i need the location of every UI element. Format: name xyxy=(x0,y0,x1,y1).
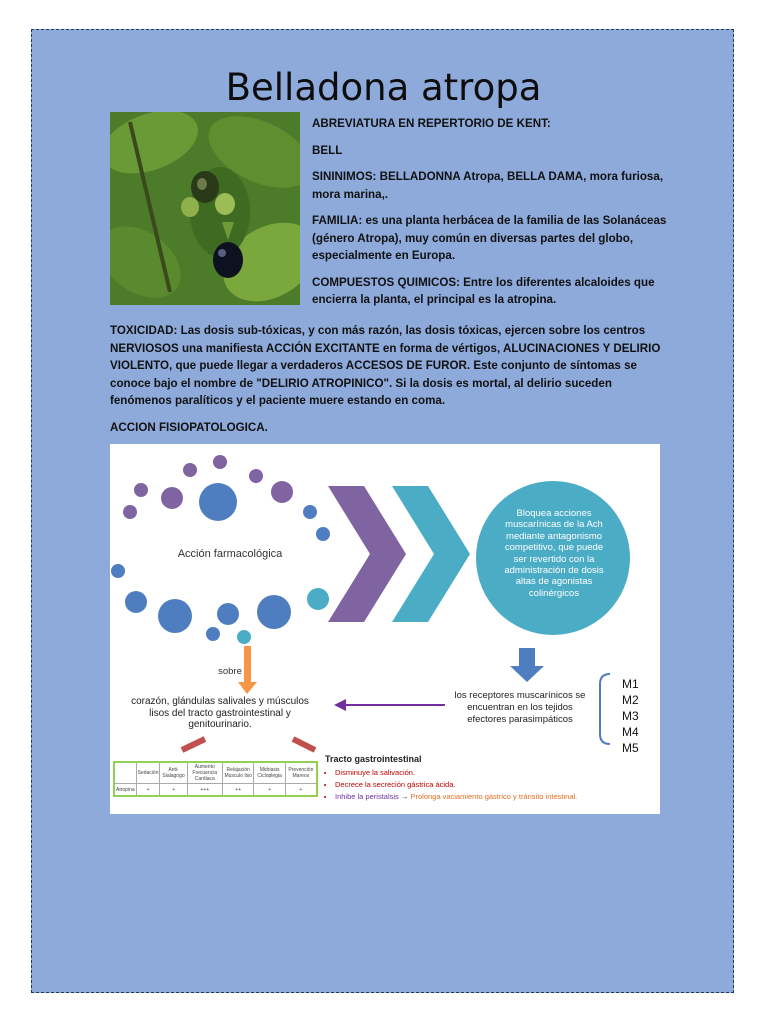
list-item: • Disminuye la salivación. xyxy=(335,767,655,779)
pharmacology-diagram xyxy=(110,444,660,814)
muscarinic-receptor-list xyxy=(622,676,639,756)
mechanism-text: Bloquea acciones muscarínicas de la Ach mediante antagonismo competitivo, que puede ser revertido con la administración de dosis altas de agonistas colinérgicos xyxy=(504,508,604,599)
table-header-cell: Sedación xyxy=(136,762,160,784)
receptor-bracket xyxy=(600,674,610,744)
list-item xyxy=(335,791,655,803)
synonyms-paragraph: SININIMOS: BELLADONNA Atropa, BELLA DAMA, mora furiosa, mora marina,. xyxy=(312,170,664,201)
table-header-cell: Anti-Sialagogo xyxy=(160,762,187,784)
gastrointestinal-effects xyxy=(325,754,655,803)
receptor-m5: M5 xyxy=(622,741,639,755)
physiopathology-heading: ACCION FISIOPATOLOGICA. xyxy=(110,420,268,434)
target-organs-text: corazón, glándulas salivales y músculos lisos del tracto gastrointestinal y genitourinario. xyxy=(131,696,309,730)
arrow-right-icon: → xyxy=(400,792,409,801)
receptor-m2: M2 xyxy=(622,693,639,707)
table-cell: + xyxy=(160,784,187,797)
receptors-text: los receptores muscarínicos se encuentran en los tejidos efectores parasimpáticos xyxy=(454,690,586,725)
down-arrow xyxy=(510,648,544,682)
table-header-cell: Relajación Musculo liso xyxy=(222,762,254,784)
table-header-cell: Aumento Frecuencia Cardiaca xyxy=(187,762,222,784)
table-cell: + xyxy=(136,784,160,797)
table-cell: Atropina xyxy=(114,784,136,797)
belladonna-plant-image xyxy=(110,112,300,305)
list-item: • Decrece la secreción gástrica ácida. xyxy=(335,779,655,791)
receptor-m3: M3 xyxy=(622,709,639,723)
red-arrow-left xyxy=(182,739,205,750)
belladonna-photo xyxy=(110,112,300,305)
chemical-compounds-paragraph: COMPUESTOS QUIMICOS: Entre los diferentes alcaloides que encierra la planta, el principal es la atropina. xyxy=(312,275,655,306)
peristalsis-text: Inhibe la peristalsis xyxy=(335,792,399,801)
receptor-m1: M1 xyxy=(622,677,639,691)
orange-arrow-head xyxy=(238,682,257,694)
purple-chevron xyxy=(328,486,406,622)
left-arrow-head xyxy=(334,699,346,711)
toxicity-section xyxy=(110,322,670,445)
table-cell: ++ xyxy=(222,784,254,797)
page-title: Belladona atropa xyxy=(225,66,542,109)
emptying-text: Prolonga vaciamiento gástrico y tránsito intestinal. xyxy=(410,792,578,801)
table-header-row xyxy=(114,762,317,784)
document-page xyxy=(31,29,734,993)
red-arrow-right xyxy=(293,739,315,750)
orange-arrow-shaft xyxy=(244,646,251,684)
gastrointestinal-list xyxy=(325,767,655,803)
receptor-m4: M4 xyxy=(622,725,639,739)
toxicity-paragraph: TOXICIDAD: Las dosis sub-tóxicas, y con más razón, las dosis tóxicas, ejercen sobre los centros NERVIOSOS una manifiesta ACCIÓN EXCITANTE en forma de vértigos, ALUCINACIONES Y DELIRIO VIOLENTO, que puede llegar a verdaderos ACCESOS DE FUROR. Este conjunto de síntomas se conoce bajo el nombre de "DELIRIO ATROPINICO". Si la dosis es mortal, al delirio suceden fenómenos paralíticos y el paciente muere estando en coma. xyxy=(110,324,661,407)
kent-abbreviation-label: ABREVIATURA EN REPERTORIO DE KENT: xyxy=(312,117,551,130)
accion-farmacologica-label: Acción farmacológica xyxy=(177,548,283,560)
family-paragraph: FAMILIA: es una planta herbácea de la familia de las Solanáceas (género Atropa), muy común en diversas partes del globo, especialmente en Europa. xyxy=(312,214,667,262)
sobre-label: sobre xyxy=(218,666,242,677)
table-header-cell: Midriasis Cicloplegia xyxy=(254,762,285,784)
kent-abbreviation-value: BELL xyxy=(312,143,343,157)
gastrointestinal-title: Tracto gastrointestinal xyxy=(325,754,422,764)
table-cell: +++ xyxy=(187,784,222,797)
table-header-cell xyxy=(114,762,136,784)
table-cell: + xyxy=(254,784,285,797)
table-header-cell: Prevención Mareos xyxy=(285,762,317,784)
header-details xyxy=(312,115,672,318)
table-row xyxy=(114,784,317,797)
effects-table xyxy=(113,761,318,797)
table-cell: + xyxy=(285,784,317,797)
